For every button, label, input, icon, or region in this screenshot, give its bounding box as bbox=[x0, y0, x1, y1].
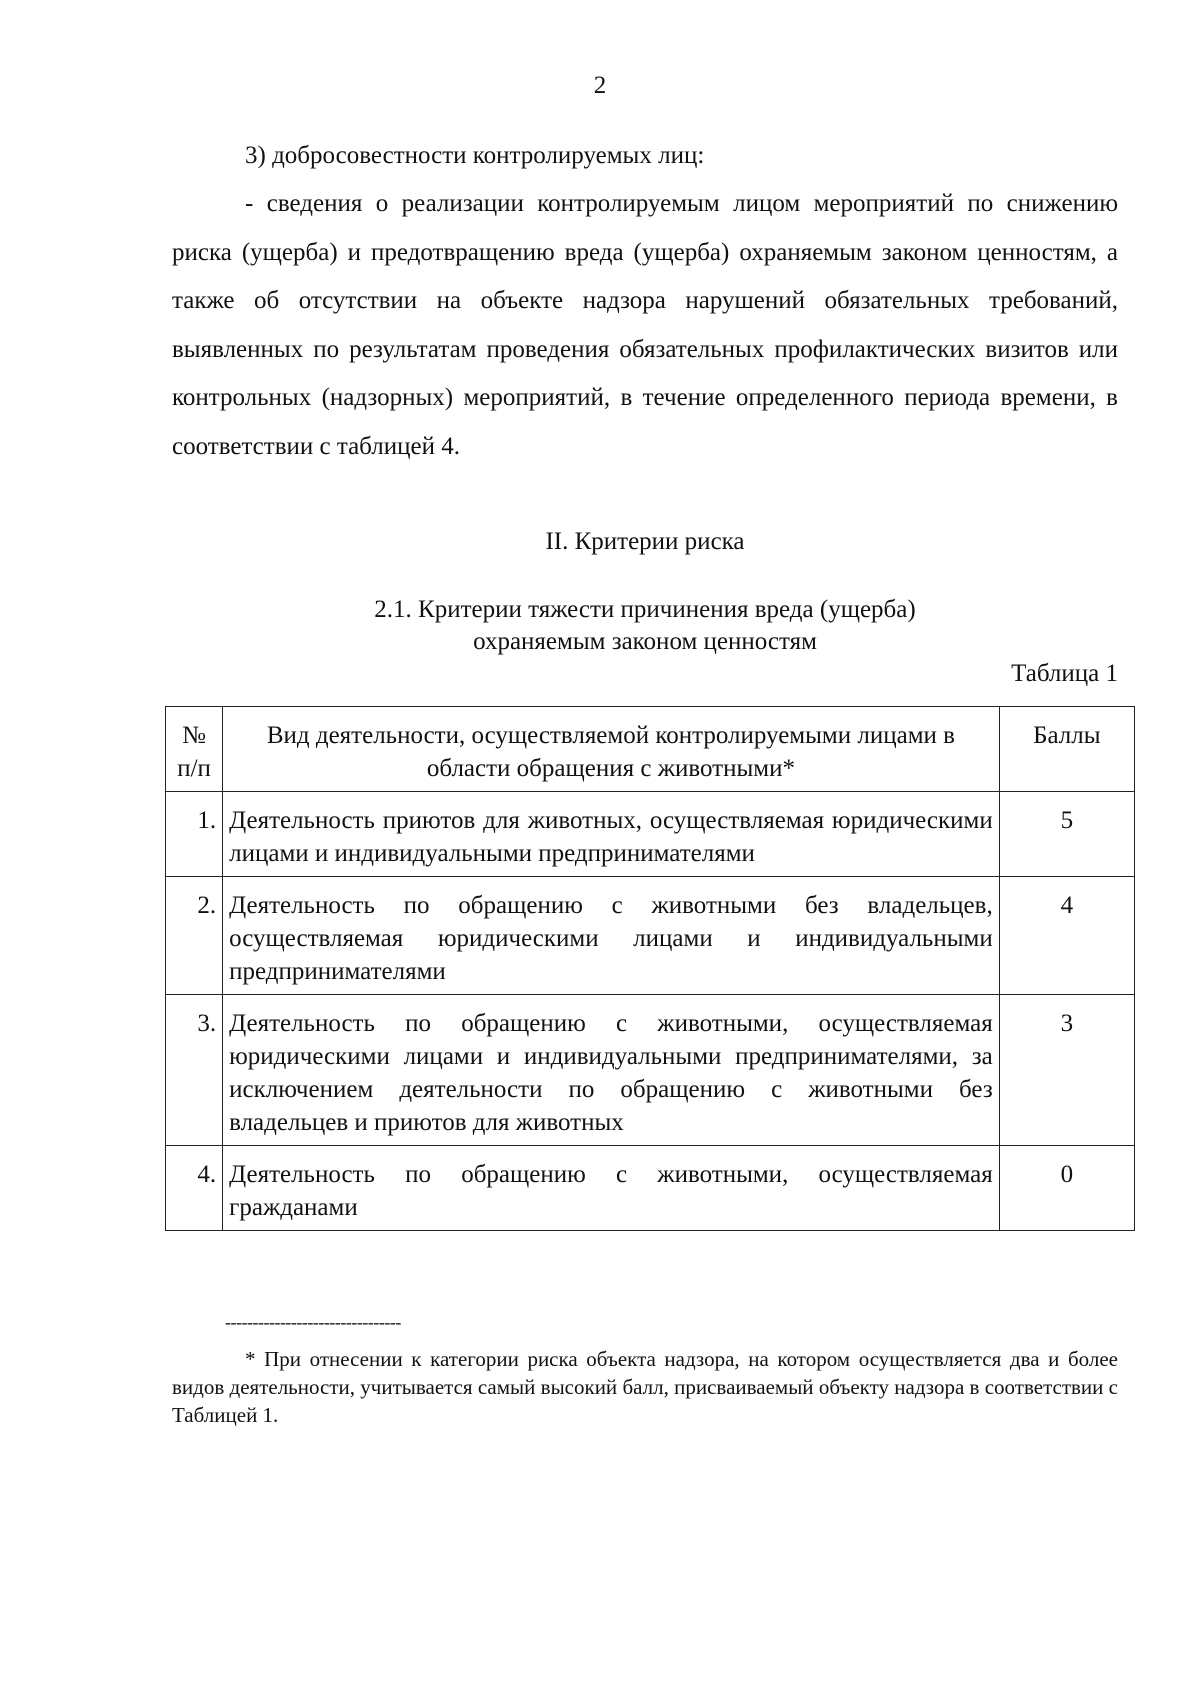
section-heading: II. Критерии риска bbox=[545, 528, 745, 555]
row-activity-type: Деятельность по обращению с животными без владельцев, осуществляемая юридическими лицами и индивидуальными предпринимателями bbox=[223, 877, 1000, 995]
table-row bbox=[166, 877, 1135, 995]
header-score: Баллы bbox=[999, 707, 1134, 792]
row-number: 4. bbox=[166, 1146, 223, 1231]
row-score: 5 bbox=[999, 792, 1134, 877]
table-body bbox=[166, 792, 1135, 1231]
table-header-row bbox=[166, 707, 1135, 792]
subsection-heading bbox=[172, 594, 1118, 658]
table-row bbox=[166, 995, 1135, 1146]
table-header bbox=[166, 707, 1135, 792]
row-activity-type: Деятельность приютов для животных, осуществляемая юридическими лицами и индивидуальными предпринимателями bbox=[223, 792, 1000, 877]
row-number: 2. bbox=[166, 877, 223, 995]
table-caption: Таблица 1 bbox=[1011, 660, 1118, 687]
row-score: 4 bbox=[999, 877, 1134, 995]
row-score: 3 bbox=[999, 995, 1134, 1146]
paragraph-integrity-criteria: - сведения о реализации контролируемым лицом мероприятий по снижению риска (ущерба) и предотвращению вреда (ущерба) охраняемым законом ценностям, а также об отсутствии на объекте надзора нарушений обязательных требований, выявленных по результатам проведения обязательных профилактических визитов или контрольных (надзорных) мероприятий, в течение определенного периода времени, в соответствии с таблицей 4. bbox=[172, 190, 1118, 460]
footnote-separator: -------------------------------- bbox=[225, 1312, 401, 1332]
row-number: 3. bbox=[166, 995, 223, 1146]
row-activity-type: Деятельность по обращению с животными, осуществляемая юридическими лицами и индивидуальными предпринимателями, за исключением деятельности по обращению с животными без владельцев и приютов для животных bbox=[223, 995, 1000, 1146]
row-number: 1. bbox=[166, 792, 223, 877]
header-activity-type: Вид деятельности, осуществляемой контролируемыми лицами в области обращения с животными* bbox=[223, 707, 1000, 792]
row-score: 0 bbox=[999, 1146, 1134, 1231]
page-number: 2 bbox=[593, 72, 607, 99]
criteria-table bbox=[165, 706, 1135, 1231]
header-number: № п/п bbox=[166, 707, 223, 792]
row-activity-type: Деятельность по обращению с животными, осуществляемая гражданами bbox=[223, 1146, 1000, 1231]
list-item-3: 3) добросовестности контролируемых лиц: bbox=[245, 142, 705, 169]
subsection-heading-line-1: 2.1. Критерии тяжести причинения вреда (ущерба) bbox=[374, 596, 916, 623]
footnote: * При отнесении к категории риска объекта надзора, на котором осуществляется два и более видов деятельности, учитывается самый высокий балл, присваиваемый объекту надзора в соответствии с Таблицей 1. bbox=[172, 1347, 1118, 1427]
table-row bbox=[166, 1146, 1135, 1231]
table-row bbox=[166, 792, 1135, 877]
subsection-heading-line-2: охраняемым законом ценностям bbox=[473, 628, 817, 655]
